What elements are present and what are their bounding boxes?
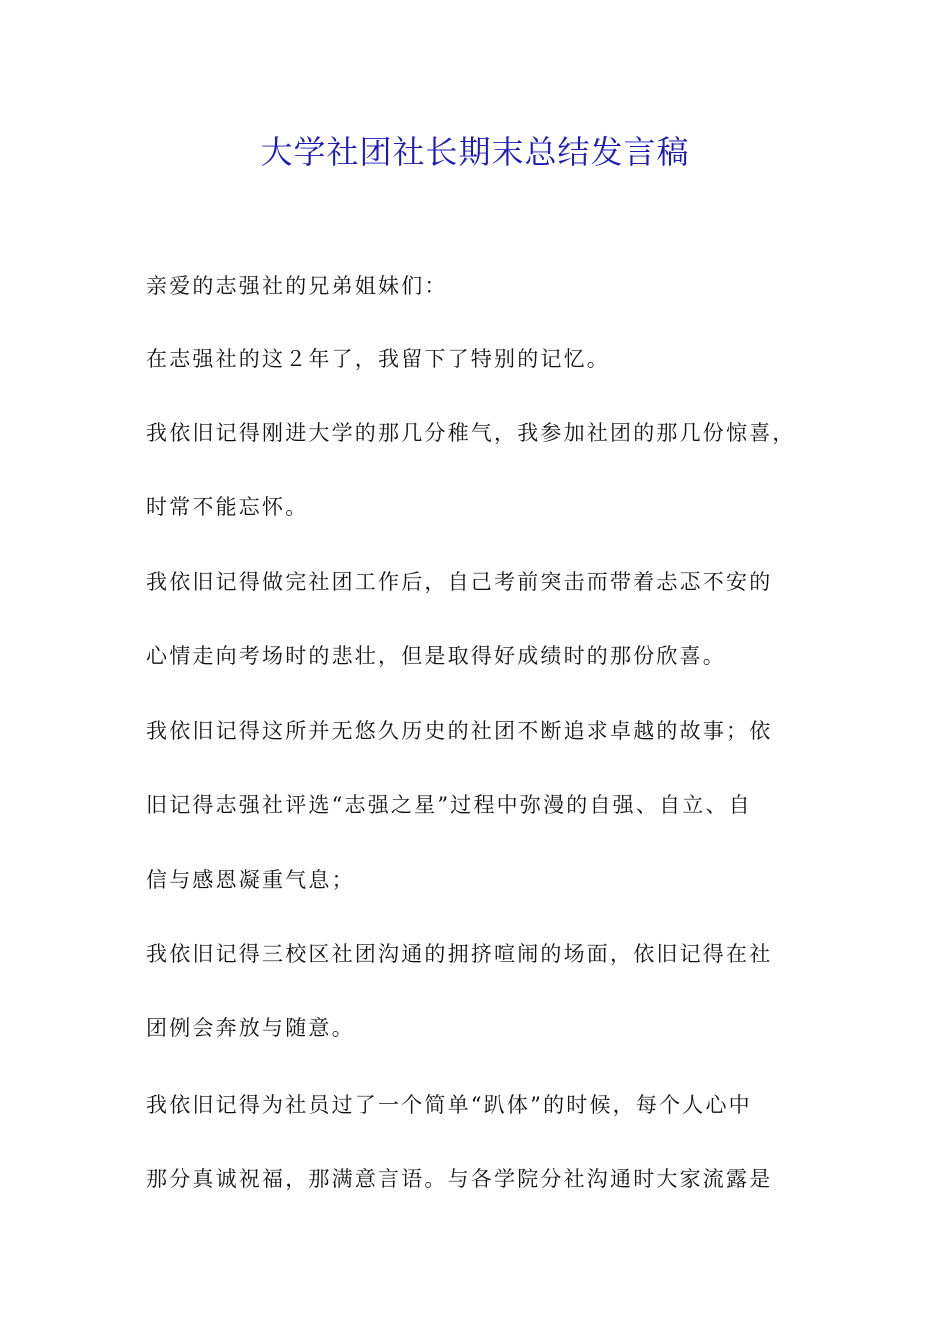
paragraph-line: 信与感恩凝重气息； — [146, 868, 355, 892]
paragraph-line: 时常不能忘怀。 — [146, 495, 309, 519]
paragraph-line: 旧记得志强社评选“志强之星”过程中弥漫的自强、自立、自 — [146, 793, 752, 817]
paragraph-line: 我依旧记得这所并无悠久历史的社团不断追求卓越的故事；依 — [146, 719, 773, 743]
paragraph-line: 亲爱的志强社的兄弟姐妹们： — [146, 274, 448, 298]
paragraph-line: 我依旧记得三校区社团沟通的拥挤喧闹的场面，依旧记得在社 — [146, 942, 773, 966]
paragraph-line: 团例会奔放与随意。 — [146, 1016, 355, 1040]
paragraph-line: 我依旧记得刚进大学的那几分稚气，我参加社团的那几份惊喜， — [146, 421, 796, 445]
paragraph-line: 我依旧记得为社员过了一个简单“趴体”的时候，每个人心中 — [146, 1093, 752, 1117]
document-title: 大学社团社长期末总结发言稿 — [260, 133, 690, 171]
paragraph-line: 那分真诚祝福，那满意言语。与各学院分社沟通时大家流露是 — [146, 1167, 773, 1191]
paragraph-line: 心情走向考场时的悲壮，但是取得好成绩时的那份欣喜。 — [146, 644, 726, 668]
paragraph-line: 我依旧记得做完社团工作后，自己考前突击而带着忐忑不安的 — [146, 570, 773, 594]
paragraph-line: 在志强社的这２年了，我留下了特别的记忆。 — [146, 347, 610, 371]
